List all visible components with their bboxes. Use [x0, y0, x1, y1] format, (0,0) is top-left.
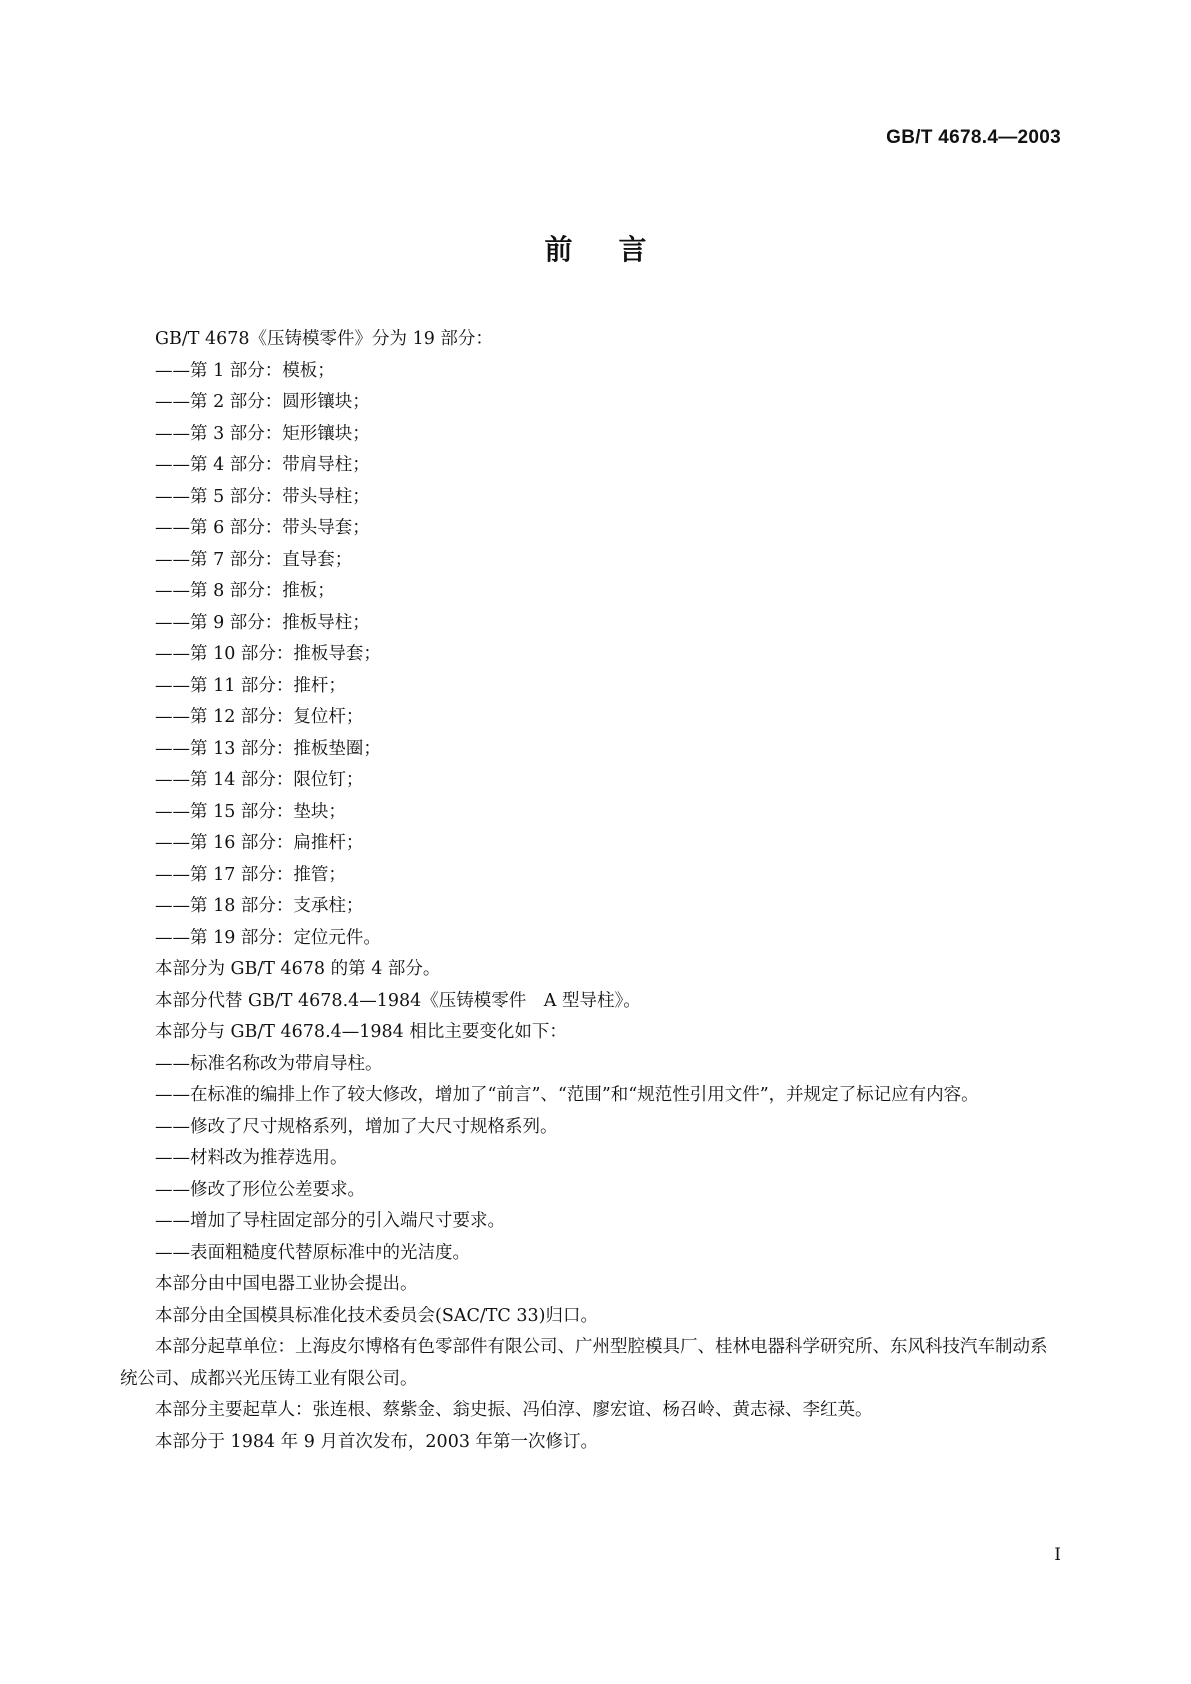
paragraph: 本部分由中国电器工业协会提出。: [155, 1274, 418, 1294]
list-item: ——第 14 部分：限位钉；: [155, 770, 364, 790]
list-item: ——第 11 部分：推杆；: [155, 675, 346, 696]
list-item: ——在标准的编排上作了较大修改，增加了“前言”、“范围”和“规范性引用文件”，并规定了标记应有内容。: [155, 1085, 979, 1105]
list-item: ——第 19 部分：定位元件。: [155, 927, 381, 948]
list-item: ——第 3 部分：矩形镶块；: [155, 423, 370, 444]
page-title: 前言: [544, 233, 693, 266]
list-item: ——第 12 部分：复位杆；: [155, 707, 364, 727]
paragraph: 本部分起草单位：上海皮尔博格有色零部件有限公司、广州型腔模具厂、桂林电器科学研究所、东风科技汽车制动系统公司、成都兴光压铸工业有限公司。: [120, 1337, 1048, 1389]
list-item: ——第 8 部分：推板；: [155, 581, 335, 601]
list-item: ——第 7 部分：直导套；: [155, 549, 353, 570]
paragraph: 本部分主要起草人：张连根、蔡紫金、翁史振、冯伯淳、廖宏谊、杨召岭、黄志禄、李红英。: [155, 1400, 873, 1420]
list-item: ——第 2 部分：圆形镶块；: [155, 392, 370, 412]
list-item: ——第 5 部分：带头导柱；: [155, 486, 370, 507]
paragraph: GB/T 4678《压铸模零件》分为 19 部分：: [155, 329, 493, 349]
list-item: ——修改了尺寸规格系列，增加了大尺寸规格系列。: [155, 1116, 558, 1137]
list-item: ——材料改为推荐选用。: [155, 1148, 348, 1168]
foreword-body: [120, 324, 1062, 1458]
paragraph: 本部分于 1984 年 9 月首次发布，2003 年第一次修订。: [155, 1431, 599, 1452]
list-item: ——第 18 部分：支承柱；: [155, 896, 364, 916]
list-item: ——第 6 部分：带头导套；: [155, 518, 370, 538]
list-item: ——第 13 部分：推板垫圈；: [155, 738, 381, 759]
standard-code: GB/T 4678.4—2003: [886, 127, 1061, 148]
list-item: ——修改了形位公差要求。: [155, 1179, 365, 1200]
list-item: ——标准名称改为带肩导柱。: [155, 1053, 383, 1074]
list-item: ——第 16 部分：扁推杆；: [155, 833, 364, 853]
paragraph: 本部分代替 GB/T 4678.4—1984《压铸模零件 A 型导柱》。: [155, 990, 641, 1011]
list-item: ——表面粗糙度代替原标准中的光洁度。: [155, 1242, 470, 1263]
paragraph: 本部分与 GB/T 4678.4—1984 相比主要变化如下：: [155, 1022, 567, 1042]
page-number: I: [1054, 1545, 1061, 1565]
list-item: ——第 15 部分：垫块；: [155, 801, 346, 822]
paragraph: 本部分为 GB/T 4678 的第 4 部分。: [155, 959, 441, 979]
list-item: ——第 9 部分：推板导柱；: [155, 612, 370, 633]
list-item: ——增加了导柱固定部分的引入端尺寸要求。: [155, 1211, 505, 1231]
list-item: ——第 1 部分：模板；: [155, 360, 335, 381]
list-item: ——第 17 部分：推管；: [155, 864, 346, 885]
paragraph: 本部分由全国模具标准化技术委员会(SAC/TC 33)归口。: [155, 1305, 598, 1326]
list-item: ——第 4 部分：带肩导柱；: [155, 455, 370, 475]
list-item: ——第 10 部分：推板导套；: [155, 644, 381, 664]
